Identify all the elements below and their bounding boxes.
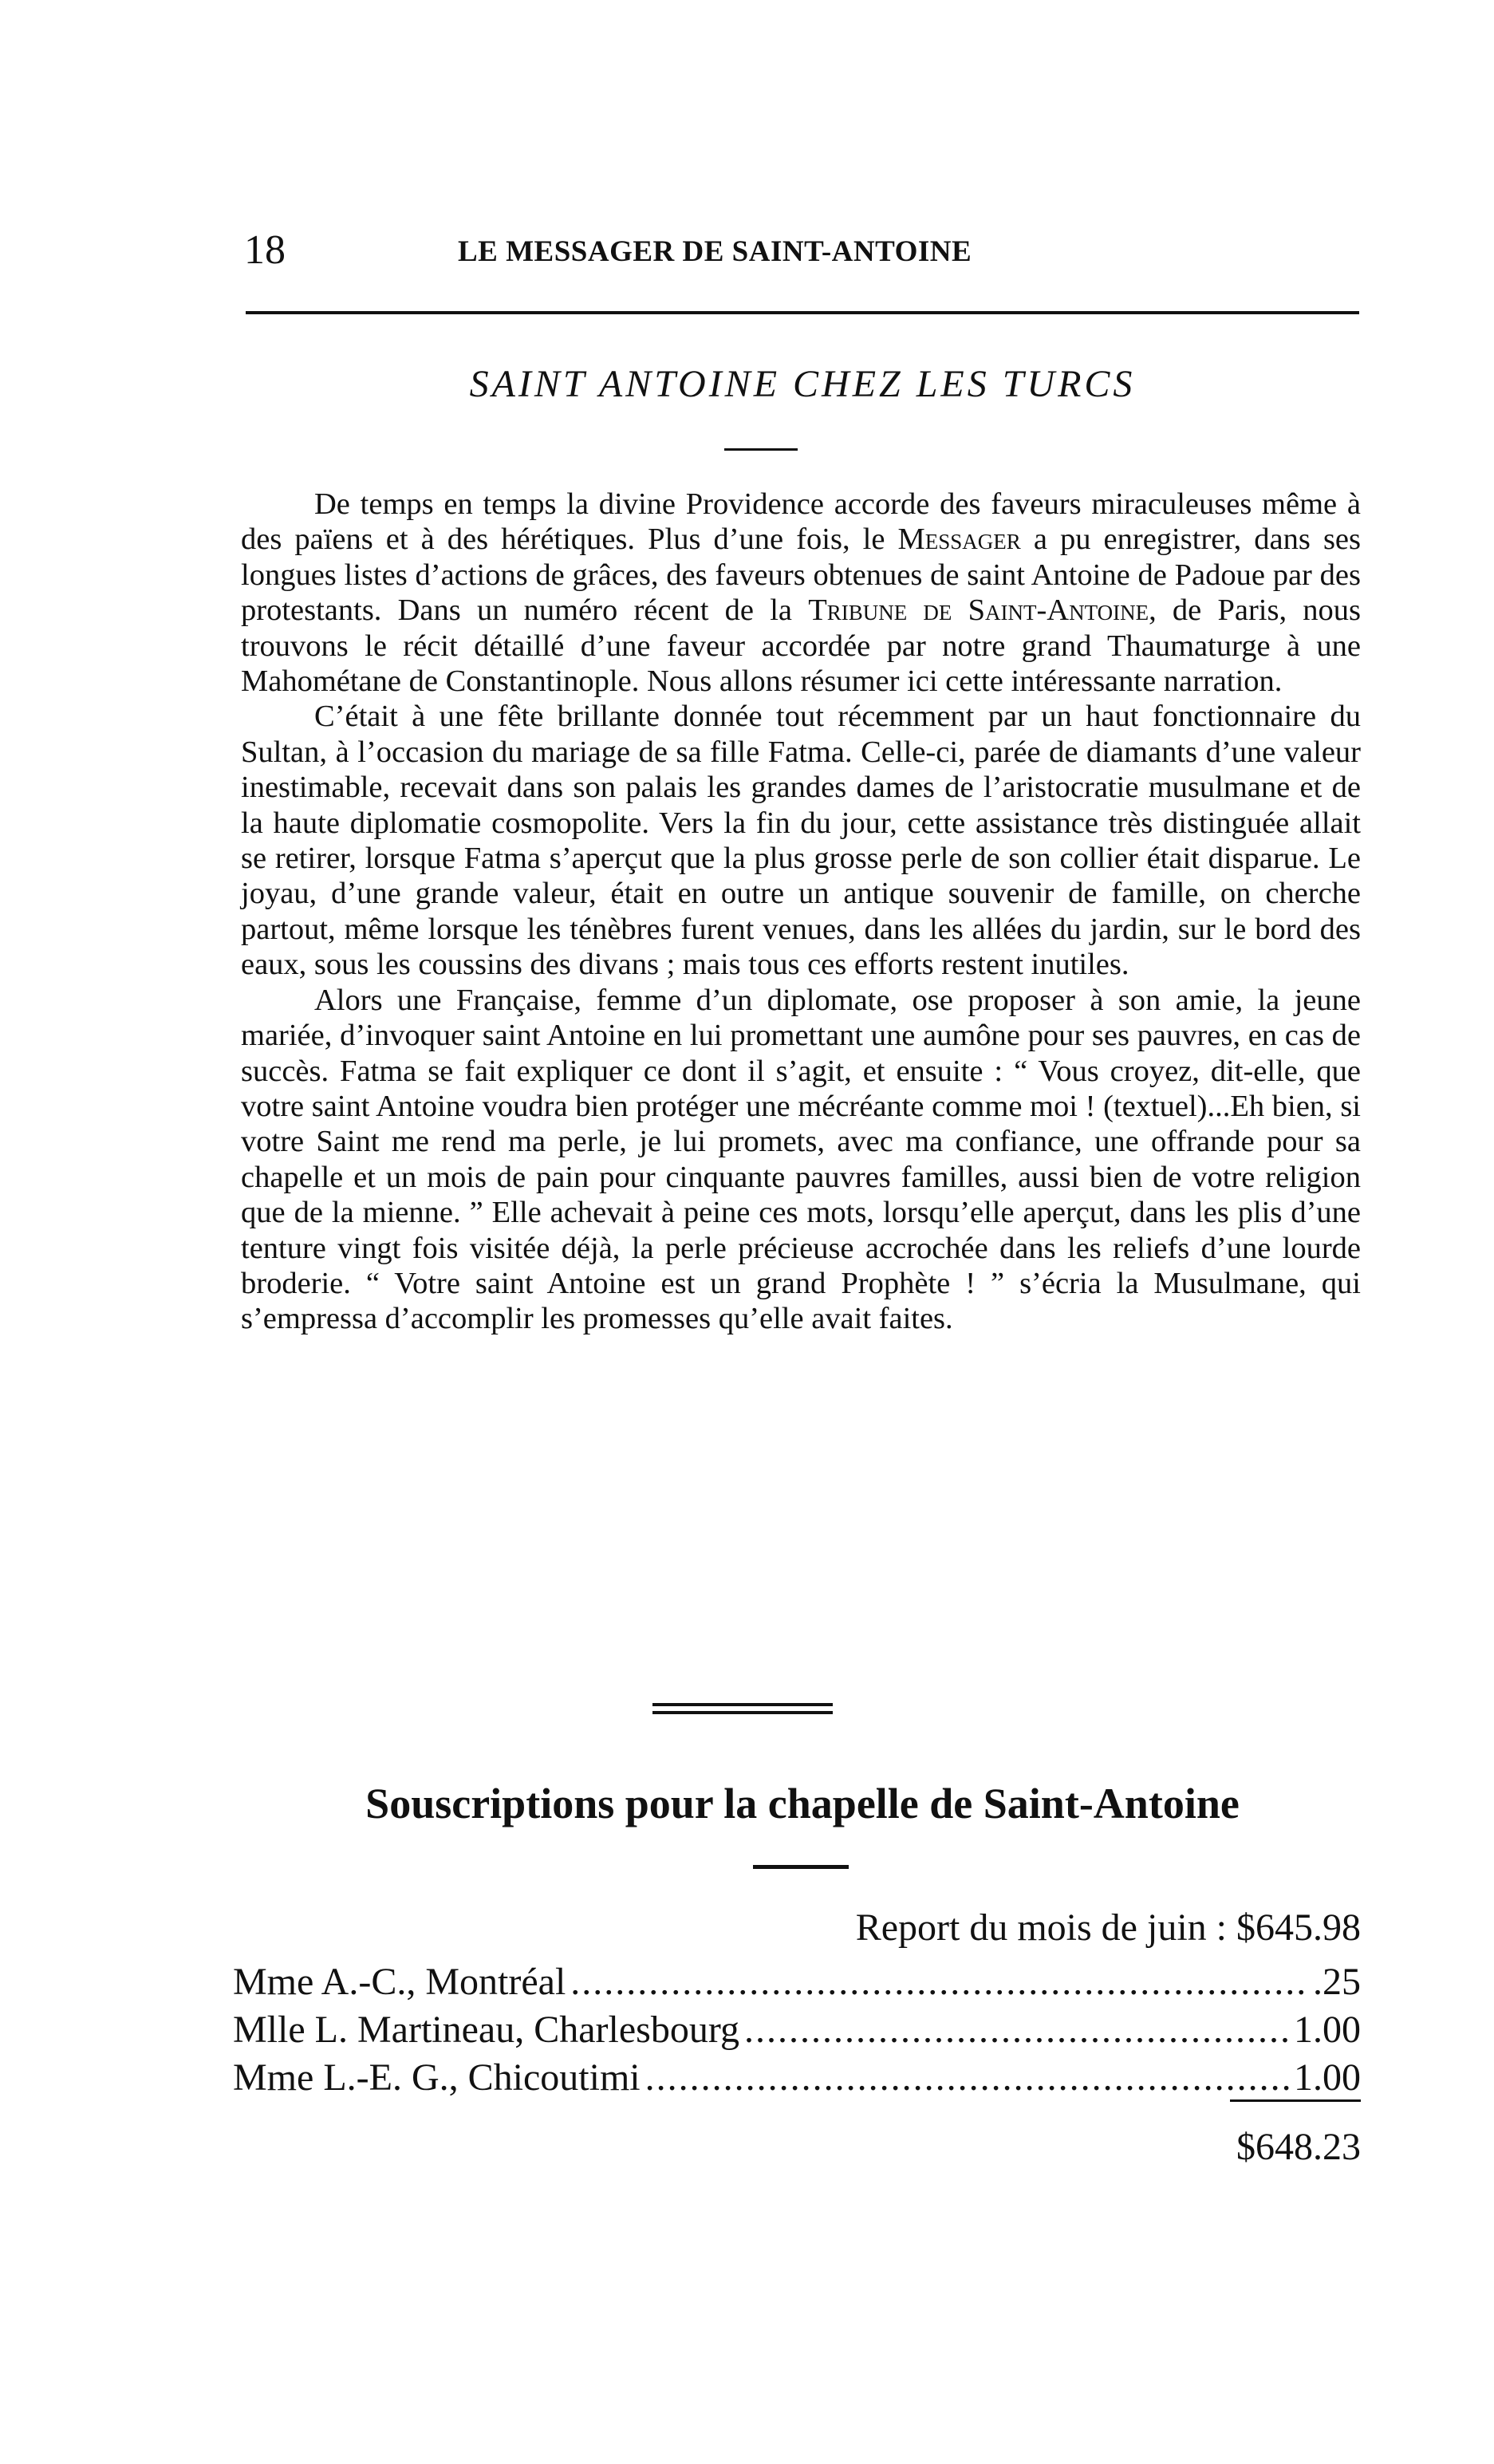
subscriber-name: Mlle L. Martineau, Charlesbourg [233, 2009, 739, 2051]
subscription-row [233, 2006, 1361, 2054]
article-paragraph: C’était à une fête brillante donnée tout récemment par un haut fonctionnaire du Sultan, à l’occasion du mariage de sa fille Fatma. Celle-ci, parée de diamants d’une valeur inestimable, recevait dans son palais les grandes dames de l’aristocratie musulmane et de la haute diplomatie cosmopolite. Vers la fin du jour, cette assistance très distinguée allait se retirer, lorsque Fatma s’aperçut que la plus grosse perle de son collier était disparue. Le joyau, d’une grande valeur, était en outre un antique souvenir de famille, on cherche partout, même lorsque les ténèbres furent venues, dans les allées du jardin, sur le bord des eaux, sous les coussins des divans ; mais tous ces efforts restent inutiles. [241, 700, 1361, 982]
dot-leader [744, 2006, 1289, 2054]
title-separator-rule [724, 448, 798, 451]
running-title: LE MESSAGER DE SAINT-ANTOINE [458, 235, 972, 268]
header-rule [246, 311, 1359, 314]
subscriber-name: Mme L.-E. G., Chicoutimi [233, 2056, 641, 2099]
subscription-row [233, 2054, 1361, 2102]
page-number: 18 [244, 227, 286, 273]
section-divider [652, 1703, 833, 1721]
messager-reference: Messager [897, 522, 1021, 557]
subscriptions-total: $648.23 [1236, 2126, 1361, 2168]
article-paragraph: Alors une Française, femme d’un diplomate, ose proposer à son amie, la jeune mariée, d’invoquer saint Antoine en lui promettant une aumône pour ses pauvres, en cas de succès. Fatma se fait expliquer ce dont il s’agit, et ensuite : “ Vous croyez, dit-elle, que votre saint Antoine voudra bien protéger une mécréante comme moi ! (textuel)...Eh bien, si votre Saint me rend ma perle, je lui promets, avec ma confiance, une offrande pour sa chapelle et un mois de pain pour cinquante pauvres familles, aussi bien de votre religion que de la mienne. ” Elle achevait à peine ces mots, lorsqu’elle aperçut, dans les plis d’une tenture vingt fois visitée déjà, la perle précieuse accrochée dans les reliefs d’une lourde broderie. “ Votre saint Antoine est un grand Prophète ! ” s’écria la Musulmane, qui s’empressa d’accomplir les promesses qu’elle avait faites. [241, 983, 1361, 1336]
report-line: Report du mois de juin : $645.98 [855, 1906, 1361, 1949]
subscriptions-title: Souscriptions pour la chapelle de Saint-Antoine [365, 1780, 1240, 1827]
subscription-amount: 1.00 [1294, 2056, 1361, 2099]
subscription-amount: .25 [1313, 1961, 1361, 2003]
article-paragraph: De temps en temps la divine Providence accorde des faveurs miraculeuses même à des païens et à des hérétiques. Plus d’une fois, le Messager a pu enregistrer, dans ses longues listes d’actions de grâces, des faveurs obtenues de saint Antoine de Padoue par des protestants. Dans un numéro récent de la Tribune de Saint-Antoine, de Paris, nous trouvons le récit détaillé d’une faveur accordée par notre grand Thaumaturge à une Mahométane de Constantinople. Nous allons résumer ici cette intéressante narration. [241, 487, 1362, 699]
subscription-amount: 1.00 [1294, 2009, 1361, 2051]
dot-leader [645, 2054, 1289, 2102]
subscriber-name: Mme A.-C., Montréal [233, 1961, 566, 2003]
page-header [244, 225, 1361, 281]
article-title: SAINT ANTOINE CHEZ LES TURCS [469, 363, 1136, 405]
subscription-row [233, 1958, 1361, 2006]
dot-leader [570, 1958, 1308, 2006]
article-body [241, 487, 1361, 1337]
subscriptions-separator-rule [753, 1865, 849, 1869]
subscription-list [233, 1958, 1361, 2102]
tribune-reference: Tribune de Saint-Antoine [808, 593, 1149, 628]
total-rule [1230, 2099, 1361, 2102]
